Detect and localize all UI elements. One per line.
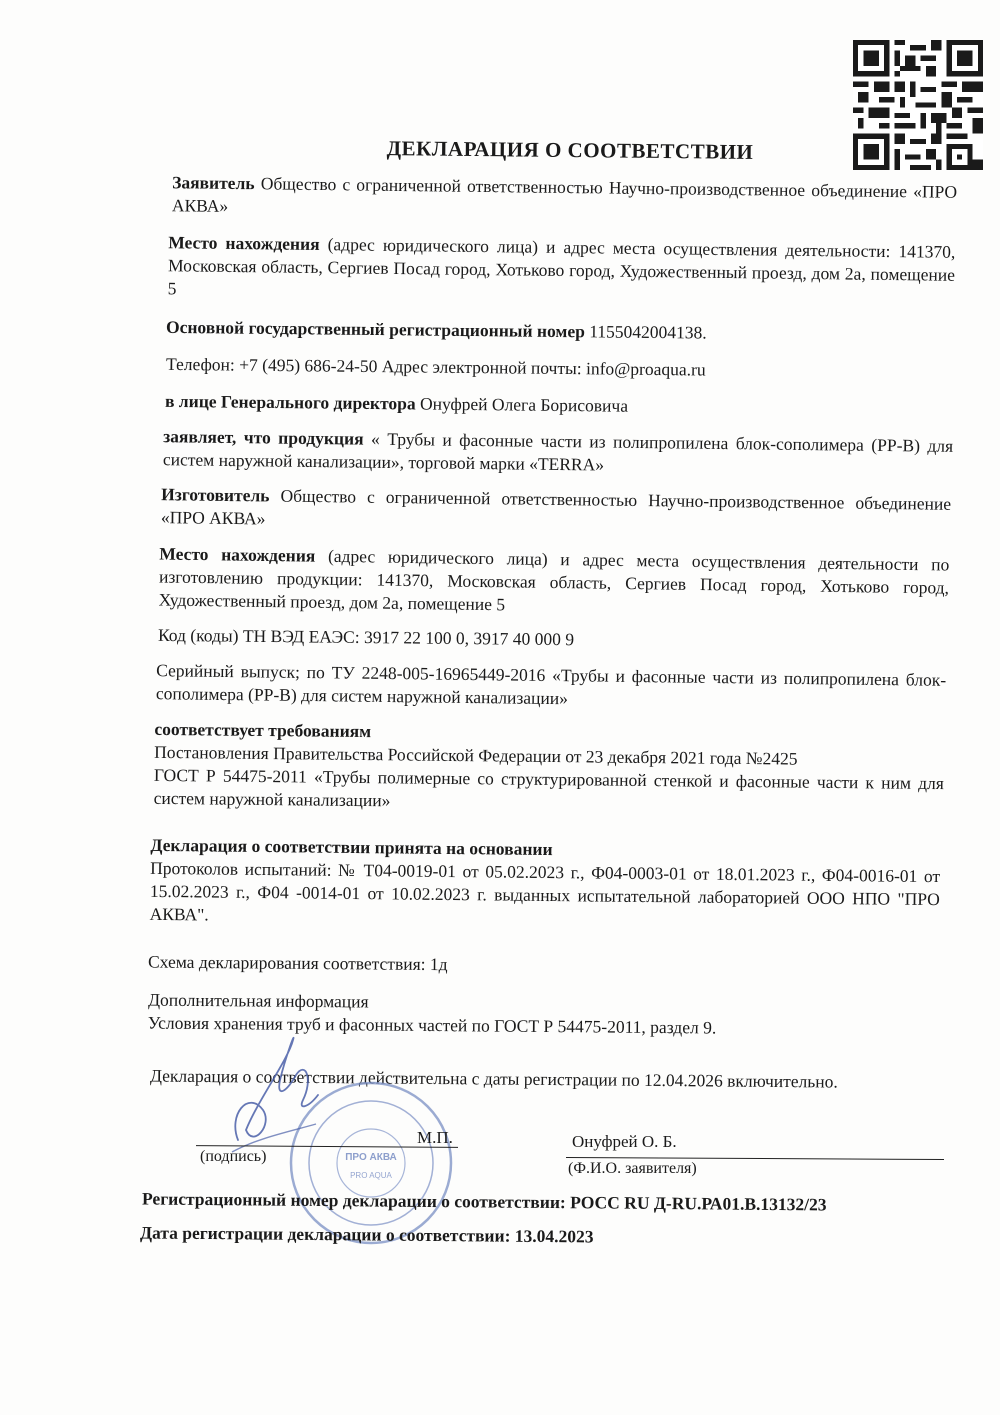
applicant-text: Общество с ограниченной ответственностью Научно-производственное объединение «ПРО АКВА» (171, 173, 958, 216)
requirements-label: соответствует требованиям (154, 718, 372, 742)
serial-production: Серийный выпуск; по ТУ 2248-005-16965449-2016 «Трубы и фасонные части из полипропилена блок-сополимера (PP-B) для систем наружной канализации» (155, 660, 947, 709)
manufacturer-location (159, 542, 950, 622)
declaration-scheme: Схема декларирования соответствия: 1д (147, 951, 448, 975)
basis-label: Декларация о соответствии принята на основании (150, 834, 553, 860)
signatory-name: Онуфрей О. Б. (572, 1132, 677, 1151)
location-label: Место нахождения (168, 232, 320, 255)
contacts: Телефон: +7 (495) 686-24-50 Адрес электронной почты: info@proaqua.ru (165, 353, 706, 380)
requirements-decree: Постановления Правительства Российской Федерации от 23 декабря 2021 года №2425 (154, 741, 798, 769)
ogrn-label: Основной государственный регистрационный номер (165, 316, 585, 342)
applicant-location (168, 231, 956, 310)
registration-number-label: Регистрационный номер декларации о соответствии: (141, 1188, 566, 1213)
applicant-label: Заявитель (172, 172, 255, 194)
product (163, 425, 954, 481)
additional-label: Дополнительная информация (148, 989, 369, 1012)
location-label: Место нахождения (159, 543, 316, 566)
representative (165, 390, 955, 421)
validity: Декларация о соответствии действительна с даты регистрации по 12.04.2026 включительно. (149, 1065, 838, 1092)
location-text: (адрес юридического лица) и адрес места осуществления деятельности по изготовлению продукции: 141370, Московская область, Сергиев Посад город, Хотьково город, Художественный проезд, дом 2а, помещение 5 (158, 545, 950, 615)
registration-date-value: 13.04.2023 (514, 1225, 594, 1247)
seal-place-label: М.П. (417, 1128, 453, 1147)
basis (150, 834, 941, 934)
product-text: « Трубы и фасонные части из полипропилена блок-сополимера (PP-B) для систем наружной канализации», торговой марки «TERRA» (162, 428, 954, 475)
signature-caption: (подпись) (200, 1148, 267, 1165)
product-label: заявляет, что продукция (163, 426, 364, 449)
stamp-text: ПРО АКВА (345, 1152, 397, 1163)
registration-date (140, 1222, 950, 1250)
registration-number (142, 1188, 952, 1216)
name-caption: (Ф.И.О. заявителя) (568, 1160, 697, 1177)
ogrn-value: 1155042004138. (589, 321, 707, 343)
manufacturer (161, 483, 952, 539)
requirements (154, 718, 945, 818)
manufacturer-label: Изготовитель (161, 484, 270, 506)
manufacturer-text: Общество с ограниченной ответственностью Научно-производственное объединение «ПРО АКВА» (160, 485, 952, 529)
location-text: (адрес юридического лица) и адрес места осуществления деятельности: 141370, Московская область, Сергиев Посад город, Хотьково город, Художественный проезд, дом 2а, помещение 5 (167, 234, 956, 299)
registration-number-value: РОСС RU Д-RU.РА01.В.13132/23 (570, 1192, 827, 1215)
additional-text: Условия хранения труб и фасонных частей по ГОСТ Р 54475-2011, раздел 9. (147, 1012, 717, 1038)
registration-date-label: Дата регистрации декларации о соответствии: (139, 1222, 511, 1246)
applicant (172, 171, 958, 227)
qr-code (853, 40, 983, 170)
representative-label: в лице Генерального директора (164, 390, 416, 414)
svg-text:PRO AQUA: PRO AQUA (350, 1171, 392, 1180)
requirements-gost: ГОСТ Р 54475-2011 «Трубы полимерные со структурированной стенкой и фасонные части к ним для систем наружной канализации» (153, 764, 944, 811)
basis-text: Протоколов испытаний: № Т04-0019-01 от 05.02.2023 г., Ф04-0003-01 от 18.01.2023 г., Ф04-0016-01 от 15.02.2023 г., Ф04 -0014-01 от 10.02.2023 г. выданных испытательной лабораторией ООО НПО "ПРО АКВА". (149, 857, 941, 925)
ogrn (166, 316, 956, 347)
document-title: ДЕКЛАРАЦИЯ О СООТВЕТСТВИИ (386, 136, 754, 164)
tnved-codes: Код (коды) ТН ВЭД ЕАЭС: 3917 22 100 0, 3917 40 000 9 (157, 624, 575, 650)
representative-name: Онуфрей Олега Борисовича (419, 393, 629, 416)
